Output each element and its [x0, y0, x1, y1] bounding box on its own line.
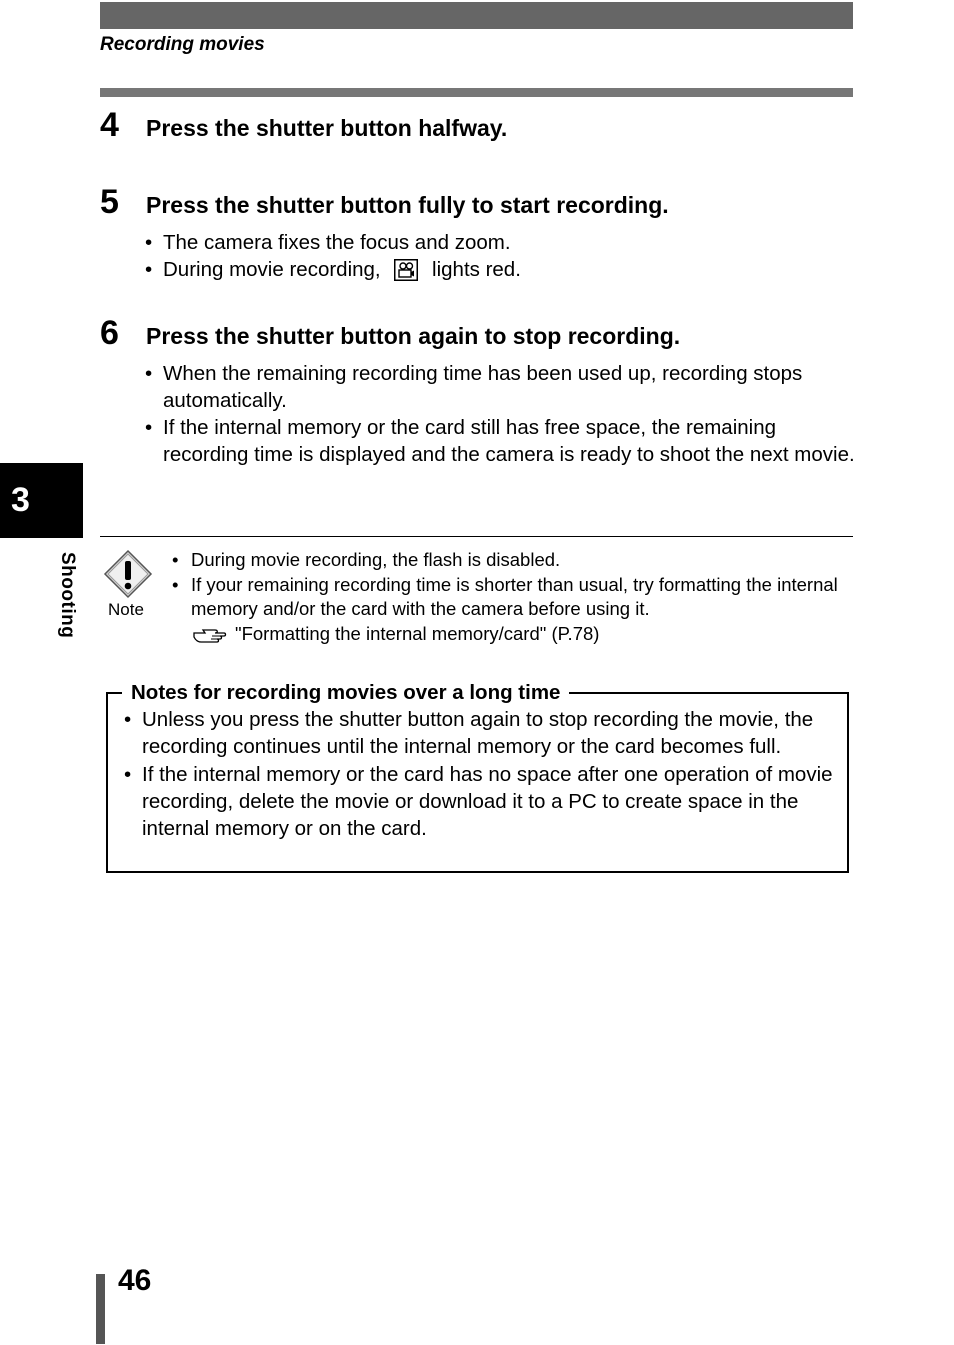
notes-box-list: [124, 706, 836, 843]
note-item: • During movie recording, the flash is disabled.: [172, 548, 862, 573]
chapter-label: [46, 552, 86, 662]
step-title: Press the shutter button halfway.: [146, 115, 508, 141]
warning-diamond-icon: [103, 549, 153, 599]
notes-box-item: • If the internal memory or the card has no space after one operation of movie recording, delete the movie or download it to a PC to create space in the internal memory or on the card.: [124, 761, 836, 842]
bullet-item: [145, 256, 855, 283]
note-list: [172, 548, 862, 646]
bullet-item: • If the internal memory or the card still has free space, the remaining recording time is displayed and the camera is ready to shoot the next movie.: [145, 414, 855, 468]
bullet-text-before: During movie recording,: [163, 258, 381, 281]
reference-text: "Formatting the internal memory/card" (P.78): [235, 622, 600, 644]
reference-line: [172, 622, 862, 647]
step-bullets: [145, 229, 855, 283]
header-bar: [100, 2, 853, 29]
pointing-hand-icon: [191, 625, 227, 645]
note-divider: [100, 536, 853, 537]
chapter-number: 3: [11, 481, 30, 519]
note-item: • If your remaining recording time is shorter than usual, try formatting the internal memory and/or the card with the camera before using it.: [172, 573, 862, 622]
note-label: Note: [108, 600, 144, 619]
bullet-text-after: lights red.: [432, 258, 521, 281]
step-title: Press the shutter button again to stop recording.: [146, 323, 681, 349]
notes-box-title: Notes for recording movies over a long time: [122, 681, 569, 705]
step-title: Press the shutter button fully to start recording.: [146, 192, 669, 218]
notes-box-item: • Unless you press the shutter button again to stop recording the movie, the recording continues until the internal memory or the card becomes full.: [124, 706, 836, 760]
bullet-item: • The camera fixes the focus and zoom.: [145, 229, 855, 256]
bullet-item: • When the remaining recording time has been used up, recording stops automatically.: [145, 360, 855, 414]
step-number: 4: [100, 106, 119, 144]
movie-mode-icon: [394, 259, 418, 281]
chapter-tab: [0, 463, 83, 538]
header-rule: [100, 88, 853, 97]
chapter-label-text: Shooting: [57, 552, 78, 639]
page-section-title: Recording movies: [100, 34, 265, 55]
footer-bar: [96, 1274, 105, 1344]
step-bullets: [145, 360, 855, 468]
step-number: 5: [100, 183, 119, 221]
step-number: 6: [100, 314, 119, 352]
page-number: 46: [118, 1264, 152, 1297]
